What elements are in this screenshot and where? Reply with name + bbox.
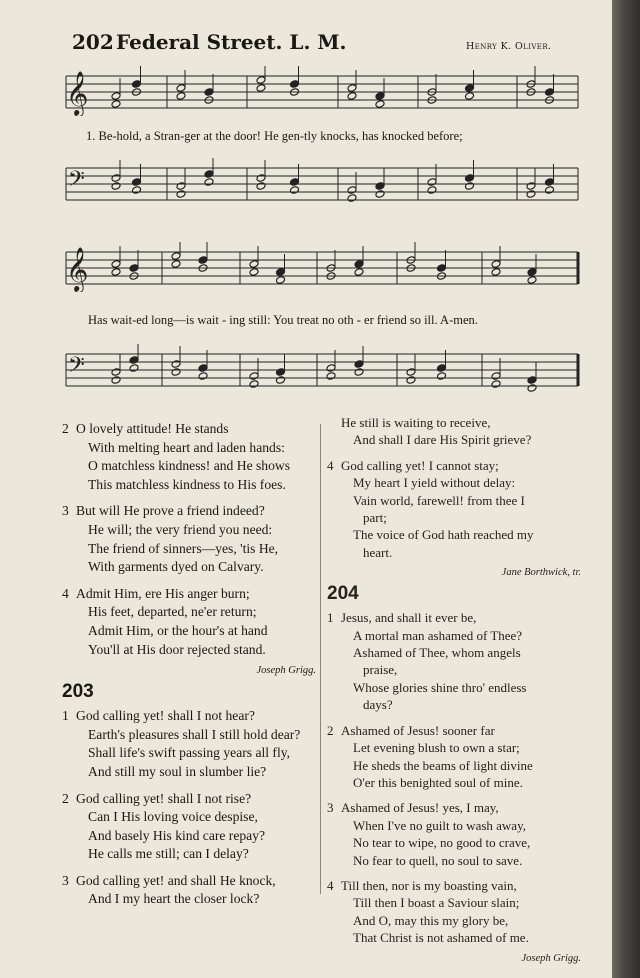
note-head xyxy=(111,376,121,385)
note-head xyxy=(132,186,142,195)
lyrics-line-1: 1. Be-hold, a Stran-ger at the door! He gen-tly knocks, has knocked before; xyxy=(86,129,463,143)
hymn-202-stanzas xyxy=(62,420,316,659)
note-head xyxy=(249,372,259,381)
author-credit: Jane Borthwick, tr. xyxy=(501,567,581,579)
stanza-line: But will He prove a friend indeed? xyxy=(76,503,265,519)
stanza-number: 2 xyxy=(62,790,69,806)
note-head xyxy=(347,194,357,203)
note-head xyxy=(276,276,286,285)
note-head xyxy=(129,364,139,373)
stanza-line: God calling yet! I cannot stay; xyxy=(341,457,499,473)
note-head xyxy=(132,80,142,89)
note-head xyxy=(276,376,286,385)
stanza-line: And still my soul in slumber lie? xyxy=(88,763,267,779)
stanza-line: No tear to wipe, no good to crave, xyxy=(353,835,531,851)
note-head xyxy=(256,76,266,85)
bass-clef-icon: 𝄢 xyxy=(68,167,85,197)
note-head xyxy=(111,260,121,269)
note-head xyxy=(129,264,139,273)
note-head xyxy=(375,100,385,109)
note-head xyxy=(326,372,336,381)
stanza-line: A mortal man ashamed of Thee? xyxy=(353,627,523,643)
note-head xyxy=(132,178,142,187)
stanza-line: His feet, departed, ne'er return; xyxy=(88,604,257,620)
right-column xyxy=(327,414,581,969)
note-head xyxy=(406,368,416,377)
note-head xyxy=(290,178,300,187)
stanza-number: 2 xyxy=(327,722,334,738)
stanza-number: 3 xyxy=(62,503,69,519)
note-head xyxy=(198,364,208,373)
stanza xyxy=(327,609,581,713)
staff-lines xyxy=(66,252,578,284)
stanza-number: 4 xyxy=(327,877,334,893)
stanza-line: He sheds the beams of light divine xyxy=(353,757,533,773)
stanza-line: praise, xyxy=(363,662,398,678)
note-head xyxy=(465,174,475,183)
note-head xyxy=(491,268,501,277)
note-head xyxy=(347,186,357,195)
hymn-title: Federal Street. L. M. xyxy=(116,30,347,54)
stanza-line: God calling yet! shall I not hear? xyxy=(76,708,255,724)
stanza-line: God calling yet! and shall He knock, xyxy=(76,872,276,888)
note-head xyxy=(427,186,437,195)
stanza-line: And O, may this my glory be, xyxy=(353,912,509,928)
stanza-line: Shall life's swift passing years all fly, xyxy=(88,745,291,761)
note-head xyxy=(354,268,364,277)
note-head xyxy=(406,376,416,385)
stanza-line: Till then I boast a Saviour slain; xyxy=(353,895,520,911)
hymn-204-stanzas xyxy=(327,609,581,946)
stanza-number: 1 xyxy=(62,708,69,724)
note-head xyxy=(437,372,447,381)
note-head xyxy=(171,360,181,369)
stanza-line: This matchless kindness to His foes. xyxy=(88,476,286,492)
stanza-line: Earth's pleasures shall I still hold dear? xyxy=(88,726,301,742)
music-system-2-treble xyxy=(62,242,582,292)
stanza-number: 4 xyxy=(327,457,334,473)
note-head xyxy=(491,380,501,389)
stanza-line: heart. xyxy=(363,544,393,560)
hymn-203-stanza-4 xyxy=(327,457,581,561)
note-head xyxy=(171,368,181,377)
note-head xyxy=(249,268,259,277)
staff-lines xyxy=(66,168,578,200)
stanza xyxy=(327,799,581,869)
note-head xyxy=(204,88,214,97)
note-head xyxy=(527,384,537,393)
note-head xyxy=(491,260,501,269)
stanza-line: No fear to quell, no soul to save. xyxy=(353,852,523,868)
stanza-line: The voice of God hath reached my xyxy=(353,527,534,543)
stanza-number: 2 xyxy=(62,421,69,436)
note-head xyxy=(375,190,385,199)
note-head xyxy=(437,364,447,373)
stanza-line: When I've no guilt to wash away, xyxy=(353,817,526,833)
stanza xyxy=(62,420,316,494)
note-head xyxy=(465,84,475,93)
stanza-line: My heart I yield without delay: xyxy=(353,475,516,491)
note-head xyxy=(111,92,121,101)
stanza-line: days? xyxy=(363,697,393,713)
note-head xyxy=(545,88,555,97)
note-head xyxy=(176,92,186,101)
note-head xyxy=(176,84,186,93)
note-head xyxy=(375,92,385,101)
note-head xyxy=(171,260,181,269)
stanza-line: Let evening blush to own a star; xyxy=(353,740,520,756)
stanza-line: Whose glories shine thro' endless xyxy=(353,679,527,695)
note-head xyxy=(249,260,259,269)
stanza-line: With garments dyed on Calvary. xyxy=(88,559,264,575)
stanza-line: The friend of sinners—yes, 'tis He, xyxy=(88,540,279,556)
note-head xyxy=(347,92,357,101)
stanza-line: Can I His loving voice despise, xyxy=(88,809,258,825)
note-head xyxy=(198,372,208,381)
book-spine xyxy=(612,0,640,978)
note-head xyxy=(256,182,266,191)
note-group xyxy=(111,344,537,392)
treble-clef-icon: 𝄞 xyxy=(66,71,89,115)
stanza xyxy=(62,872,316,909)
stanza-line: He calls me still; can I delay? xyxy=(88,846,249,862)
bass-clef-icon: 𝄢 xyxy=(68,353,85,383)
stanza-line: You'll at His door rejected stand. xyxy=(88,641,266,657)
note-head xyxy=(491,372,501,381)
music-system-2-bass xyxy=(62,344,582,394)
note-head xyxy=(465,182,475,191)
note-head xyxy=(527,268,537,277)
stanza-line: O lovely attitude! He stands xyxy=(76,421,229,436)
note-head xyxy=(249,380,259,389)
composer-credit: Henry K. Oliver. xyxy=(466,41,552,52)
hymn-203-number: 203 xyxy=(62,681,94,703)
note-head xyxy=(527,276,537,285)
hymn-203-continuation xyxy=(341,414,581,449)
stanza-number: 3 xyxy=(327,800,334,816)
note-head xyxy=(437,264,447,273)
stanza-line: part; xyxy=(363,510,387,526)
note-head xyxy=(204,178,214,187)
note-head xyxy=(354,360,364,369)
music-system-1-treble xyxy=(62,66,582,116)
stanza-line: Vain world, farewell! from thee I xyxy=(353,492,525,508)
note-head xyxy=(465,92,475,101)
note-head xyxy=(526,182,536,191)
note-head xyxy=(347,84,357,93)
stanza xyxy=(62,585,316,659)
note-head xyxy=(198,256,208,265)
note-group xyxy=(111,66,554,108)
note-head xyxy=(256,174,266,183)
hymn-204-number: 204 xyxy=(327,583,359,605)
note-head xyxy=(276,268,286,277)
note-head xyxy=(171,252,181,261)
stanza-line: With melting heart and laden hands: xyxy=(88,439,285,455)
stanza-line: And basely His kind care repay? xyxy=(88,827,266,843)
stanza xyxy=(327,457,581,561)
stanza xyxy=(327,722,581,792)
stanza-line: That Christ is not ashamed of me. xyxy=(353,930,529,946)
note-head xyxy=(354,260,364,269)
note-head xyxy=(526,190,536,199)
lyrics-line-2: Has wait-ed long—is wait - ing still: You treat no oth - er friend so ill. A-men. xyxy=(88,313,478,327)
stanza-line: And I my heart the closer lock? xyxy=(88,891,260,907)
note-group xyxy=(111,242,537,284)
note-head xyxy=(290,80,300,89)
stanza-line: He will; the very friend you need: xyxy=(88,521,273,537)
stanza-line: O'er this benighted soul of mine. xyxy=(353,774,523,790)
note-head xyxy=(256,84,266,93)
stanza-line: Ashamed of Thee, whom angels xyxy=(353,645,521,661)
note-head xyxy=(427,178,437,187)
column-divider xyxy=(320,424,321,894)
note-head xyxy=(111,182,121,191)
note-head xyxy=(276,368,286,377)
note-head xyxy=(176,182,186,191)
note-head xyxy=(326,364,336,373)
stanza-line: Ashamed of Jesus! sooner far xyxy=(341,722,495,738)
note-head xyxy=(111,100,121,109)
stanza-line: Jesus, and shall it ever be, xyxy=(341,610,477,626)
stanza-line: Admit Him, or the hour's at hand xyxy=(88,622,268,638)
stanza xyxy=(327,877,581,947)
note-head xyxy=(290,186,300,195)
note-head xyxy=(375,182,385,191)
author-credit: Joseph Grigg. xyxy=(521,952,581,964)
stanza-line: Ashamed of Jesus! yes, I may, xyxy=(341,800,499,816)
note-head xyxy=(111,268,121,277)
author-credit: Joseph Grigg. xyxy=(256,665,316,677)
stanza-line: He still is waiting to receive, xyxy=(341,415,491,430)
music-system-1-bass xyxy=(62,158,582,208)
note-head xyxy=(204,170,214,179)
stanza xyxy=(62,790,316,864)
stanza xyxy=(62,502,316,576)
hymn-number: 202 xyxy=(72,30,114,54)
stanza-line: Admit Him, ere His anger burn; xyxy=(76,585,250,601)
stanza-number: 4 xyxy=(62,585,69,601)
note-head xyxy=(111,368,121,377)
staff-lines xyxy=(66,76,578,108)
note-head xyxy=(354,368,364,377)
note-head xyxy=(527,376,537,385)
note-head xyxy=(176,190,186,199)
stanza-number: 1 xyxy=(327,610,334,626)
stanza-line: God calling yet! shall I not rise? xyxy=(76,790,252,806)
treble-clef-icon: 𝄞 xyxy=(66,247,89,291)
staff-lines xyxy=(66,354,578,386)
note-head xyxy=(545,186,555,195)
note-head xyxy=(111,174,121,183)
note-head xyxy=(545,178,555,187)
stanza-line: And shall I dare His Spirit grieve? xyxy=(353,432,532,448)
stanza xyxy=(62,707,316,781)
hymn-203-stanzas xyxy=(62,707,316,909)
stanza-number: 3 xyxy=(62,872,69,888)
left-column xyxy=(62,420,316,917)
note-head xyxy=(129,356,139,365)
stanza-line: O matchless kindness! and He shows xyxy=(88,458,290,474)
note-group xyxy=(111,158,554,202)
stanza-line: Till then, nor is my boasting vain, xyxy=(341,877,517,893)
